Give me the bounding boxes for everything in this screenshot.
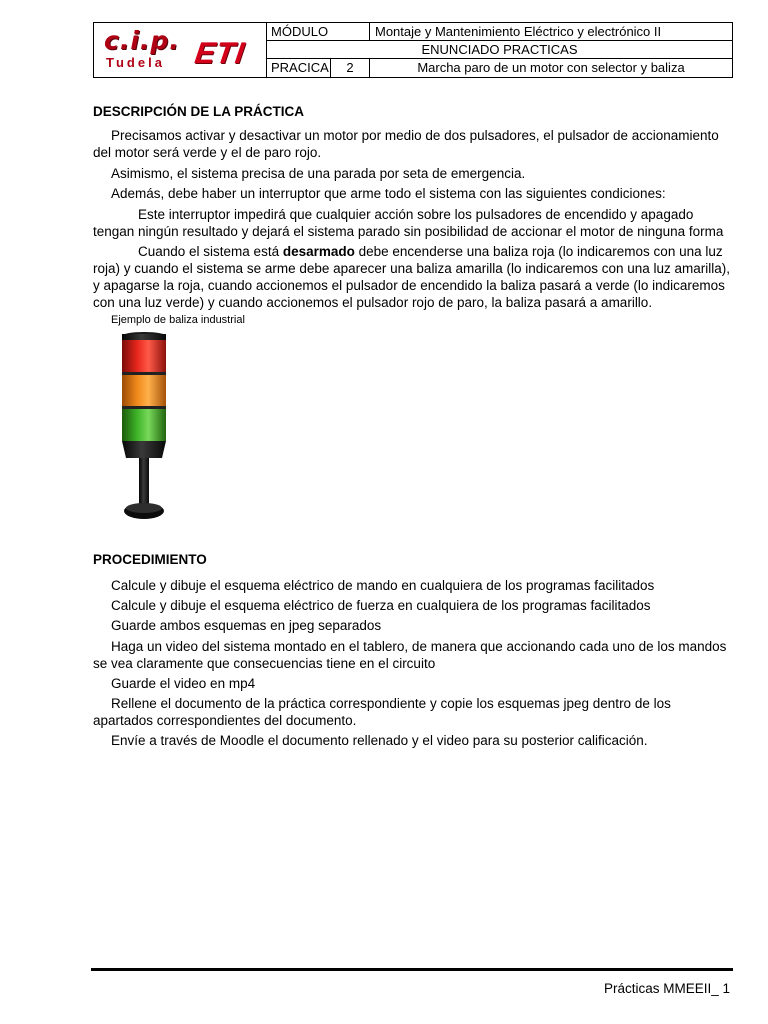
logo xyxy=(94,23,267,77)
footer-text: Prácticas MMEEII_ 1 xyxy=(603,981,730,996)
practica-number: 2 xyxy=(331,59,370,77)
beacon-top-cap xyxy=(122,332,166,340)
procedimiento-item: Rellene el documento de la práctica correspondiente y copie los esquemas jpeg dentro de los apartados correspondientes del documento. xyxy=(93,696,671,728)
descripcion-heading: DESCRIPCIÓN DE LA PRÁCTICA xyxy=(93,104,305,119)
procedimiento-item: Guarde el video en mp4 xyxy=(111,676,256,691)
descripcion-paragraph-1: Precisamos activar y desactivar un motor por medio de dos pulsadores, el pulsador de accionamiento del motor será verde y el de paro rojo. xyxy=(93,128,719,160)
practica-label: PRACICA xyxy=(267,59,331,77)
p5-text-before: Cuando el sistema está xyxy=(138,244,283,259)
beacon-green-light xyxy=(122,409,166,441)
p5-bold-term: desarmado xyxy=(282,244,355,259)
procedimiento-item: Haga un video del sistema montado en el tablero, de manera que accionando cada uno de los mandos se vea claramente que consecuencias tiene en el circuito xyxy=(93,639,727,671)
footer-rule xyxy=(91,968,733,971)
logo-eti-text: ETI xyxy=(192,37,248,70)
descripcion-paragraph-4: Este interruptor impedirá que cualquier acción sobre los pulsadores de encendido y apagado tengan ningún resultado y dejará el sistema parado sin posibilidad de accionar el motor de ninguna forma xyxy=(93,207,724,239)
procedimiento-item: Calcule y dibuje el esquema eléctrico de mando en cualquiera de los programas facilitados xyxy=(111,578,655,593)
procedimiento-item: Guarde ambos esquemas en jpeg separados xyxy=(111,618,382,633)
procedimiento-item: Calcule y dibuje el esquema eléctrico de fuerza en cualquiera de los programas facilitados xyxy=(111,598,651,613)
beacon-red-light xyxy=(122,340,166,372)
enunciado-title: ENUNCIADO PRACTICAS xyxy=(267,41,732,59)
beacon-base xyxy=(122,441,166,519)
descripcion-paragraph-3: Además, debe haber un interruptor que arme todo el sistema con las siguientes condiciones: xyxy=(111,186,666,201)
descripcion-paragraph-2: Asimismo, el sistema precisa de una parada por seta de emergencia. xyxy=(111,166,526,181)
p5-text-after: debe encenderse una baliza roja (lo indicaremos con una luz roja) y cuando el sistema se arme debe aparecer una baliza amarilla (lo indicaremos con una luz amarilla), y apagarse la roja, cuando accionemos el pulsador de encendido la baliza pasará a verde (lo indicaremos con una luz verde) y cuando accionemos el pulsador rojo de paro, la baliza pasará a amarillo. xyxy=(93,244,731,310)
beacon-image xyxy=(108,330,180,526)
procedimiento-heading: PROCEDIMIENTO xyxy=(93,552,207,567)
descripcion-paragraph-5 xyxy=(93,243,733,311)
logo-tudela-text: Tudela xyxy=(106,55,165,70)
practica-title: Marcha paro de un motor con selector y baliza xyxy=(417,60,685,75)
logo-cip-text: c.i.p. xyxy=(104,26,180,55)
beacon-caption: Ejemplo de baliza industrial xyxy=(111,314,245,326)
beacon-orange-light xyxy=(122,375,166,406)
procedimiento-item: Envíe a través de Moodle el documento rellenado y el video para su posterior calificación. xyxy=(111,733,648,748)
header-table xyxy=(93,22,733,78)
modulo-label: MÓDULO xyxy=(267,23,370,41)
modulo-value: Montaje y Mantenimiento Eléctrico y electrónico II xyxy=(370,23,732,41)
